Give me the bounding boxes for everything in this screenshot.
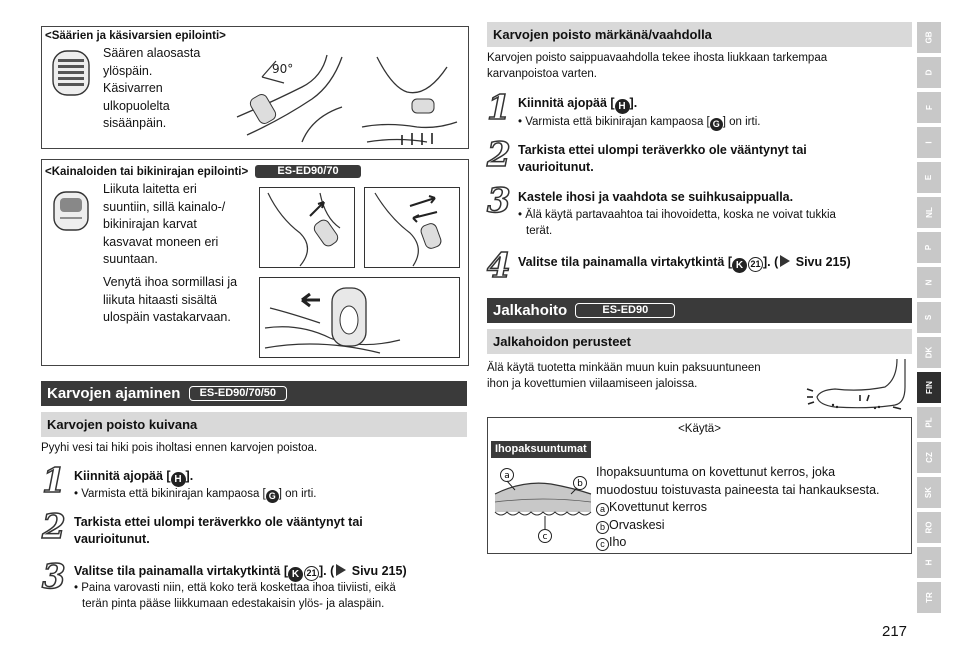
model-badge: ES-ED90/70/50	[189, 386, 287, 401]
line: Tarkista ettei ulompi teräverkko ole vääntynyt tai	[518, 143, 807, 157]
k-icon: K	[732, 258, 747, 273]
tab-label: DK	[924, 346, 934, 359]
line: suuntaan.	[103, 252, 158, 266]
step-number: 1	[42, 461, 66, 501]
line: • Paina varovasti niin, että koko terä koskettaa ihoa tiiviisti, eikä	[74, 582, 396, 594]
line: Venytä ihoa sormillasi ja	[103, 275, 238, 289]
step-note	[74, 486, 316, 503]
line: ihon ja kovettumien viilaamiseen jaloissa.	[487, 378, 698, 390]
tab-label: E	[924, 174, 934, 181]
dry-shaving-intro: Pyyhi vesi tai hiki pois iholtasi ennen karvojen poistoa.	[41, 442, 318, 454]
section-title: Jalkahoito	[493, 302, 568, 319]
step-title	[518, 254, 851, 273]
tab-label: TR	[924, 592, 934, 603]
text: ].	[185, 469, 194, 483]
foot-care-basics-subheader: Jalkahoidon perusteet	[487, 329, 912, 354]
tab-label: CZ	[924, 452, 934, 463]
text: ] on irti.	[278, 488, 317, 500]
line: karvanpoistoa varten.	[487, 68, 597, 80]
line: vaurioitunut.	[74, 532, 150, 546]
legs-arms-text	[103, 45, 200, 133]
legs-arms-box	[41, 26, 469, 149]
text: • Varmista että bikinirajan kampaosa [	[518, 116, 710, 128]
model-badge: ES-ED90	[575, 303, 675, 318]
line: Tarkista ettei ulompi teräverkko ole vääntynyt tai	[74, 515, 363, 529]
use-label: <Käytä>	[678, 423, 721, 435]
line: muodostuu toistuvasta paineesta tai hankauksesta.	[596, 482, 880, 497]
language-tab-dk[interactable]	[917, 337, 941, 368]
page-link[interactable]: Sivu 215)	[348, 564, 407, 578]
g-icon: G	[710, 118, 723, 131]
model-badge: ES-ED90/70	[255, 165, 360, 178]
language-tab-sk[interactable]	[917, 477, 941, 508]
label-a: a	[504, 471, 510, 481]
tab-label: S	[924, 314, 934, 321]
angle-label: 90°	[272, 62, 294, 76]
letter-circle: c	[596, 538, 609, 551]
step-note	[518, 114, 760, 131]
callus-info-box	[487, 417, 912, 554]
language-tab-gb[interactable]	[917, 22, 941, 53]
line: liikuta hitaasti sisältä	[103, 292, 217, 307]
underarm-bikini-box	[41, 159, 469, 366]
step-title	[518, 95, 637, 114]
underarm-image-1	[259, 187, 355, 268]
step-number: 2	[42, 507, 66, 547]
line: bikinirajan karvat	[103, 217, 197, 231]
language-tab-ro[interactable]	[917, 512, 941, 543]
circled-number: 21	[304, 566, 319, 581]
language-tab-nl[interactable]	[917, 197, 941, 228]
underarm-bikini-title	[45, 164, 361, 180]
foot-illustration	[805, 357, 910, 417]
section-title: Karvojen ajaminen	[47, 385, 181, 402]
language-tab-n[interactable]	[917, 267, 941, 298]
leg-illustration	[232, 47, 362, 152]
line: terät.	[526, 225, 553, 237]
tab-label: N	[924, 279, 934, 286]
line: vaurioitunut.	[518, 160, 594, 174]
text: Kiinnitä ajopää [	[518, 96, 615, 110]
line: ulospäin vastakarvaan.	[103, 310, 231, 324]
line: Ihopaksuuntuma on kovettunut kerros, joka	[596, 465, 836, 479]
tab-label: D	[924, 69, 934, 76]
epilator-head-icon	[47, 47, 95, 104]
arm-illustration	[357, 47, 465, 152]
language-tab-f[interactable]	[917, 92, 941, 123]
stretch-skin-image	[259, 277, 460, 358]
line: ylöspäin.	[103, 63, 153, 78]
language-tab-p[interactable]	[917, 232, 941, 263]
arrow-right-icon	[336, 564, 346, 576]
step-note	[74, 580, 396, 612]
legs-arms-title: <Säärien ja käsivarsien epilointi>	[45, 30, 226, 42]
circled-number: 21	[748, 257, 763, 272]
text: Valitse tila painamalla virtakytkintä [	[518, 255, 732, 269]
tab-label: I	[924, 141, 934, 144]
page-number: 217	[882, 623, 908, 640]
tab-label: SK	[924, 486, 934, 499]
step-title	[74, 468, 193, 487]
step-title	[74, 514, 363, 548]
underarm-para1	[103, 181, 225, 269]
text: ]. (	[762, 255, 779, 269]
callus-description	[596, 464, 880, 552]
tab-label: P	[924, 244, 934, 251]
tab-label: RO	[924, 521, 934, 534]
legend-item	[596, 517, 880, 535]
line: suuntiin, sillä kainalo-/	[103, 199, 226, 214]
line: terän pinta pääse liikkumaan edestakaisin ylös- ja alaspäin.	[82, 598, 385, 610]
legend-item	[596, 534, 880, 552]
step-number: 3	[42, 557, 66, 597]
callus-badge: Ihopaksuuntumat	[491, 441, 591, 458]
text: Kovettunut kerros	[609, 500, 707, 514]
text: Orvaskesi	[609, 517, 665, 532]
letter-circle: a	[596, 503, 609, 516]
underarm-image-2	[364, 187, 460, 268]
underarm-para2	[103, 274, 237, 327]
language-tab-pl[interactable]	[917, 407, 941, 438]
tab-label: H	[924, 559, 934, 566]
language-tab-d[interactable]	[917, 57, 941, 88]
page-link[interactable]: Sivu 215)	[792, 255, 851, 269]
line: Liikuta laitetta eri	[103, 182, 197, 196]
text: ]. (	[318, 564, 335, 578]
wet-shaving-subheader: Karvojen poisto märkänä/vaahdolla	[487, 22, 912, 47]
tab-label: PL	[924, 417, 934, 428]
foot-care-intro	[487, 360, 761, 392]
language-tab-e[interactable]	[917, 162, 941, 193]
language-tab-i[interactable]	[917, 127, 941, 158]
text: ] on irti.	[722, 116, 761, 128]
skin-layers-diagram	[493, 466, 593, 551]
step-number: 1	[487, 88, 511, 128]
line: Karvojen poisto saippuavaahdolla tekee ihosta liukkaan tarkempaa	[487, 52, 828, 64]
legend-item	[596, 499, 880, 517]
foot-care-section-header	[487, 298, 912, 323]
tab-label: F	[924, 105, 934, 110]
arrow-right-icon	[780, 255, 790, 267]
step-note	[518, 207, 836, 239]
epilator-cap-icon	[50, 186, 92, 239]
line: Älä käytä tuotetta minkään muun kuin paksuuntuneen	[487, 362, 761, 374]
step-number: 4	[487, 246, 511, 286]
text: Iho	[609, 535, 627, 549]
line: ulkopuolelta	[103, 98, 170, 113]
line: kasvavat moneen eri	[103, 234, 219, 249]
shaving-section-header	[41, 381, 467, 406]
line: Käsivarren	[103, 81, 163, 95]
line: • Älä käytä partavaahtoa tai ihovoidetta, koska ne voivat tukkia	[518, 209, 836, 221]
line: sisäänpäin.	[103, 116, 167, 130]
language-tab-fin[interactable]	[917, 372, 941, 403]
label-c: c	[542, 532, 548, 542]
tab-label: GB	[924, 31, 934, 44]
h-icon: H	[171, 472, 186, 487]
h-icon: H	[615, 99, 630, 114]
letter-circle: b	[596, 521, 609, 534]
dry-shaving-subheader: Karvojen poisto kuivana	[41, 412, 467, 437]
language-tab-cz[interactable]	[917, 442, 941, 473]
step-number: 3	[487, 181, 511, 221]
text: • Varmista että bikinirajan kampaosa [	[74, 488, 266, 500]
text: Valitse tila painamalla virtakytkintä [	[74, 564, 288, 578]
wet-shaving-intro	[487, 50, 827, 82]
language-tab-s[interactable]	[917, 302, 941, 333]
k-icon: K	[288, 567, 303, 582]
line: Säären alaosasta	[103, 46, 201, 60]
tab-label: FIN	[924, 381, 934, 394]
language-tab-h[interactable]	[917, 547, 941, 578]
label-b: b	[577, 479, 583, 489]
tab-label: NL	[924, 207, 934, 218]
text: ].	[629, 96, 638, 110]
step-title: Kastele ihosi ja vaahdota se suihkusaippualla.	[518, 190, 794, 204]
g-icon: G	[266, 490, 279, 503]
language-tab-tr[interactable]	[917, 582, 941, 613]
title-text: <Kainaloiden tai bikinirajan epilointi>	[45, 166, 249, 178]
step-title	[518, 142, 807, 176]
language-tabs	[917, 22, 941, 617]
step-number: 2	[487, 135, 511, 175]
text: Kiinnitä ajopää [	[74, 469, 171, 483]
